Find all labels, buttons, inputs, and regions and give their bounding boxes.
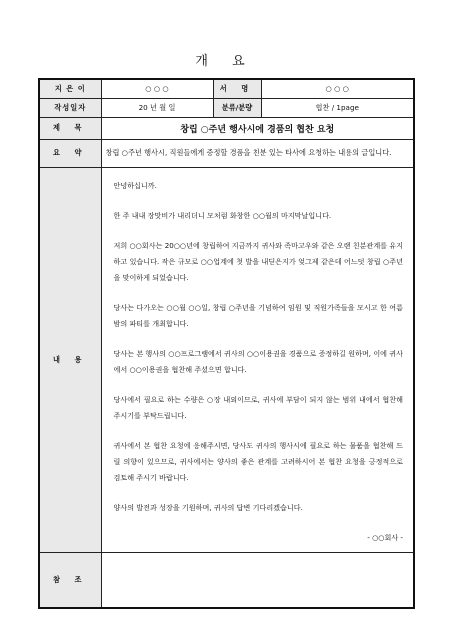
company-signoff: - ○○회사 - — [367, 532, 403, 542]
subject-value: 창립 ○주년 행사시에 경품의 협찬 요청 — [101, 117, 414, 139]
summary-value: 창립 ○주년 행사시, 직원들에게 증정할 경품을 친분 있는 타사에 요청하는 내용의 글입니다. — [101, 139, 414, 167]
signature-label: 서 명 — [213, 79, 261, 98]
subject-label: 제 목 — [39, 117, 101, 139]
subject-row — [39, 117, 414, 139]
reference-row — [39, 552, 414, 608]
content-paragraph: 한 주 내내 장맛비가 내리더니 모처럼 화창한 ○○월의 마지막날입니다. — [113, 210, 332, 220]
content-paragraph: 당사는 다가오는 ○○월 ○○일, 창립 ○주년을 기념하여 임원 및 직원가족들을 모시고 한 여름밤의 파티를 개최합니다. — [113, 302, 403, 328]
summary-label: 요 약 — [39, 139, 101, 167]
category-label: 분류/분량 — [213, 98, 261, 117]
overview-form-table — [38, 78, 415, 609]
category-value: 협찬 / 1page — [261, 98, 414, 117]
content-paragraph: 저희 ○○회사는 20○○년에 창립하여 지금까지 귀사와 족마고우와 같은 오랜 친분관계를 유지하고 있습니다. 작은 규모로 ○○업계에 첫 발을 내딛은지가 엊그제 같은데 어느덧 창립 ○주년을 맞이하게 되었습니다. — [113, 240, 403, 282]
reference-label: 참 조 — [39, 552, 101, 608]
reference-value — [101, 552, 414, 608]
author-value: ○ ○ ○ — [101, 79, 213, 98]
date-label: 작성일자 — [39, 98, 101, 117]
date-value: 20 년 월 일 — [101, 98, 213, 117]
author-label: 지 은 이 — [39, 79, 101, 98]
document-title: 개 요 — [195, 54, 255, 69]
content-paragraph: 귀사에서 본 협찬 요청에 응해주시면, 당사도 귀사의 행사시에 필요로 하는 물품을 협찬해 드릴 의향이 있으므로, 귀사에서는 양사의 좋은 관계를 고려하시어 본 협찬 요청을 긍정적으로 검토해 주시기 바랍니다. — [113, 440, 403, 482]
content-paragraph: 당사는 본 행사의 ○○프로그램에서 귀사의 ○○이용권을 경품으로 증정하길 원하며, 이에 귀사에서 ○○이용권을 협찬해 주셨으면 합니다. — [113, 348, 403, 374]
content-paragraph: 당사에서 필요로 하는 수량은 ○장 내외이므로, 귀사에 부담이 되지 않는 범위 내에서 협찬해 주시기를 부탁드립니다. — [113, 394, 403, 420]
content-body — [101, 167, 414, 552]
content-paragraph: 안녕하십니까. — [113, 180, 157, 190]
date-row — [39, 98, 414, 117]
content-label: 내 용 — [39, 167, 101, 552]
author-row — [39, 79, 414, 98]
content-row — [39, 167, 414, 552]
signature-value: ○ ○ ○ — [261, 79, 414, 98]
content-paragraph: 양사의 발전과 성장을 기원하며, 귀사의 답변 기다리겠습니다. — [113, 502, 303, 512]
summary-row — [39, 139, 414, 167]
